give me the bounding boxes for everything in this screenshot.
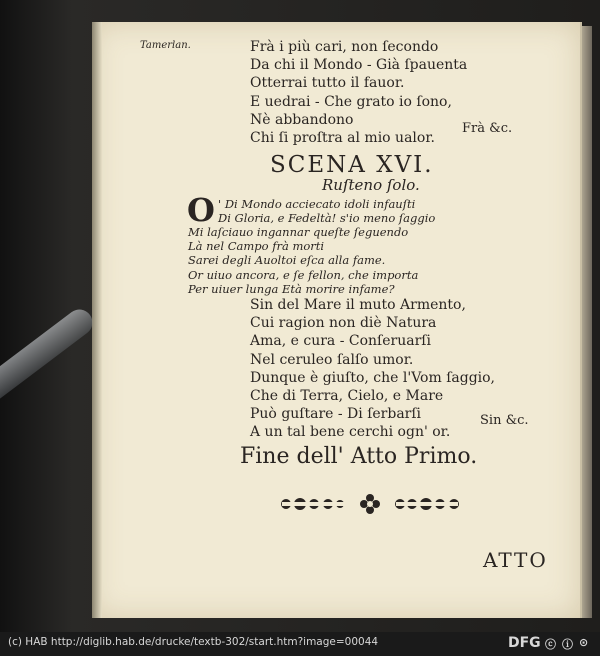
speaker-label: Tamerlan. [140, 40, 191, 51]
scene-subtitle: Ruſteno ſolo. [322, 176, 420, 194]
prose-line: Là nel Campo frà morti [188, 239, 325, 254]
verse-line: Dunque è giuſto, che l'Vom ſaggio, [250, 369, 496, 386]
cc-license-icon: ⓒ [545, 638, 556, 651]
page-edge [580, 26, 592, 618]
verse-line: Otterrai tutto il fauor. [250, 75, 405, 92]
footer-credit: (c) HAB http://diglib.hab.de/drucke/textb-302/start.htm?image=00044 [8, 636, 379, 648]
verse-line: Frà i più cari, non ſecondo [250, 39, 439, 55]
prose-line: ' Di Mondo acciecato idoli infauſti [218, 197, 416, 211]
verse-line: Da chi il Mondo - Già ſpauenta [250, 57, 468, 74]
prose-first-lines [218, 197, 435, 225]
prose-body [188, 225, 418, 296]
verse-line: Nè abbandono [250, 111, 354, 128]
verse-line: Nel ceruleo ſalſo umor. [250, 351, 414, 368]
scene-title: SCENA XVI. [270, 152, 434, 178]
page-gutter [92, 22, 102, 618]
verse-stanza-1 [250, 38, 467, 147]
verse-line: A un tal bene cerchi ogn' or. [250, 424, 451, 441]
drop-cap: O [187, 191, 215, 229]
printer-ornament [276, 490, 466, 518]
prose-line: Mi laſciauo ingannar queſte ſeguendo [188, 225, 409, 239]
refrain-1: Frà &c. [462, 121, 513, 136]
refrain-2: Sin &c. [480, 413, 529, 428]
by-license-icon: ⓘ [562, 638, 573, 651]
act-end-heading: Fine dell' Atto Primo. [240, 444, 478, 469]
verse-line: Può guſtare - Di ſerbarſi [250, 406, 422, 423]
ornament-left [281, 498, 344, 510]
verse-line: E uedrai - Che grato io ſono, [250, 93, 452, 110]
verse-stanza-2 [250, 296, 495, 442]
prose-line: Per uiuer lunga Età morire infame? [188, 281, 395, 296]
verse-line: Ama, e cura - Conſeruarſi [250, 333, 431, 350]
verse-line: Che di Terra, Cielo, e Mare [250, 388, 444, 405]
sa-license-icon: ⊙ [579, 636, 589, 649]
prose-line: Or uiuo ancora, e ſe fellon, che importa [188, 267, 419, 282]
catchword: ATTO [483, 548, 548, 572]
prose-line: Sarei degli Auoltoi eſca alla fame. [188, 253, 386, 268]
footer-bar [0, 632, 600, 656]
prose-line: Di Gloria, e Fedeltà! s'io meno ſaggio [218, 211, 436, 225]
verse-line: Chi ſi proſtra al mio ualor. [250, 130, 435, 147]
dfg-logo: DFG [508, 635, 541, 651]
ornament-right [395, 498, 459, 510]
verse-line: Sin del Mare il muto Armento, [250, 297, 466, 313]
ornament-center [360, 494, 380, 514]
verse-line: Cui ragion non diè Natura [250, 315, 437, 332]
